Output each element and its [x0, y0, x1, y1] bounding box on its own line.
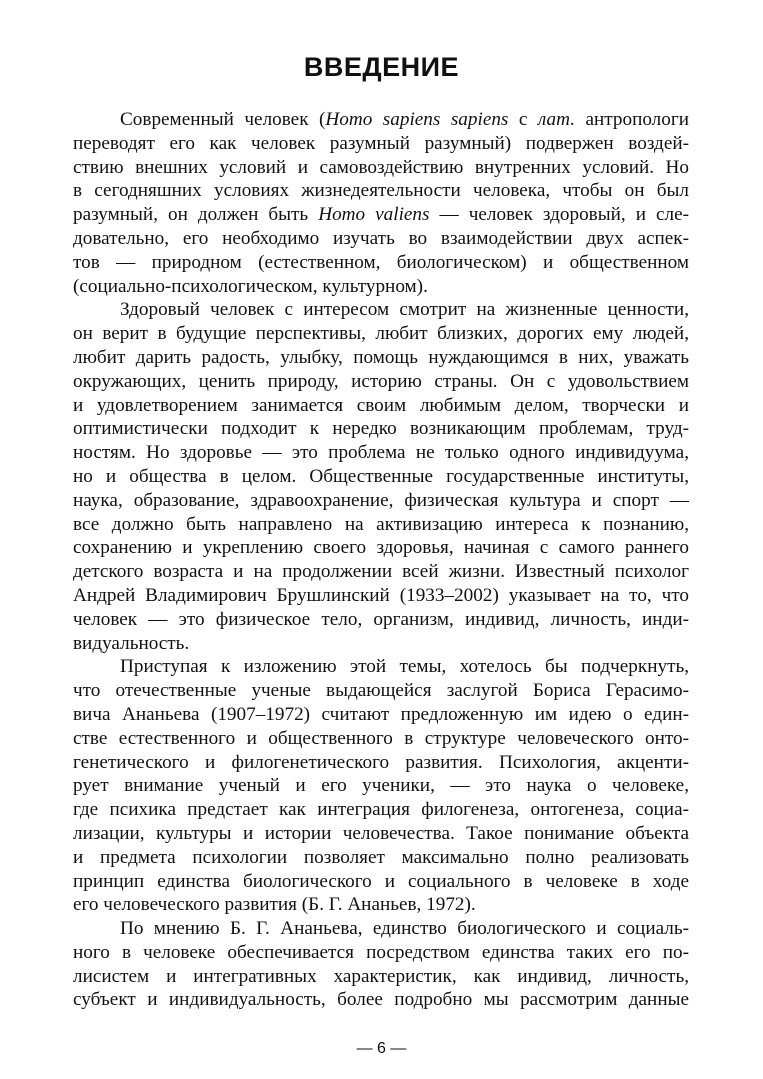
text-line: наука, образование, здравоохранение, физическая культура и спорт —	[73, 489, 689, 511]
text-line: тов — природном (естественном, биологическом) и общественном	[73, 251, 689, 273]
text-line: человек — это физическое тело, организм, индивид, личность, инди-	[73, 608, 689, 630]
text-line: переводят его как человек разумный разумный) подвержен воздей-	[73, 132, 689, 154]
text-line: сохранению и укреплению своего здоровья, начиная с самого раннего	[73, 537, 689, 559]
text-line: и удовлетворением занимается своим любимым делом, творчески и	[73, 394, 689, 416]
text-line: ностям. Но здоровье — это проблема не только одного индивидуума,	[73, 442, 689, 464]
text-line: генетического и филогенетического развития. Психология, акценти-	[73, 751, 689, 773]
text-line: принцип единства биологического и социального в человеке в ходе	[73, 870, 689, 892]
text-line: Современный человек (Homo sapiens sapiens с лат. антропологи	[120, 109, 689, 130]
text-line: стве естественного и общественного в структуре человеческого онто-	[73, 727, 689, 749]
text-line: рует внимание ученый и его ученики, — это наука о человеке,	[73, 775, 689, 797]
text-line: ствию внешних условий и самовоздействию внутренних условий. Но	[73, 156, 689, 178]
text-line: что отечественные ученые выдающейся заслугой Бориса Герасимо-	[73, 680, 689, 702]
text-line: в сегодняшних условиях жизнедеятельности человека, чтобы он был	[73, 180, 689, 202]
text-line: лисистем и интегративных характеристик, как индивид, личность,	[73, 965, 689, 987]
paragraph	[73, 917, 689, 1012]
paragraph	[73, 655, 689, 917]
text-line: субъект и индивидуальность, более подробно мы рассмотрим данные	[73, 989, 689, 1011]
text-line: Здоровый человек с интересом смотрит на жизненные ценности,	[120, 299, 689, 321]
text-line: лизации, культуры и истории человечества. Такое понимание объекта	[73, 822, 689, 844]
body-text	[73, 108, 689, 1012]
page-title: ВВЕДЕНИЕ	[303, 52, 460, 82]
text-line: (социально-психологическом, культурном).	[73, 275, 428, 297]
text-line: детского возраста и на продолжении всей жизни. Известный психолог	[73, 561, 689, 583]
text-line: ного в человеке обеспечивается посредством единства таких его по-	[73, 941, 689, 963]
text-line: видуальность.	[73, 632, 190, 654]
text-line: любит дарить радость, улыбку, помощь нуждающимся в них, уважать	[73, 346, 689, 368]
text-line: но и общества в целом. Общественные государственные институты,	[73, 465, 689, 487]
paragraph	[73, 108, 689, 298]
text-line: Андрей Владимирович Брушлинский (1933–2002) указывает на то, что	[73, 584, 689, 606]
page-number: — 6 —	[356, 1040, 407, 1057]
text-line: все должно быть направлено на активизацию интереса к познанию,	[73, 513, 689, 535]
text-line: он верит в будущие перспективы, любит близких, дорогих ему людей,	[73, 323, 689, 345]
text-line: довательно, его необходимо изучать во взаимодействии двух аспек-	[73, 227, 689, 249]
text-line: Приступая к изложению этой темы, хотелось бы подчеркнуть,	[120, 656, 689, 678]
text-line: оптимистически подходит к нередко возникающим проблемам, труд-	[73, 418, 689, 440]
paragraph	[73, 298, 689, 655]
text-line: окружающих, ценить природу, историю страны. Он с удовольствием	[73, 370, 689, 392]
text-line: его человеческого развития (Б. Г. Ананьев, 1972).	[73, 894, 476, 916]
text-line: где психика предстает как интеграция филогенеза, онтогенеза, социа-	[73, 799, 689, 821]
text-line: и предмета психологии позволяет максимально полно реализовать	[73, 846, 689, 868]
text-line: вича Ананьева (1907–1972) считают предложенную им идею о един-	[73, 703, 689, 725]
text-line: разумный, он должен быть Homo valiens — человек здоровый, и сле-	[73, 204, 689, 226]
text-line: По мнению Б. Г. Ананьева, единство биологического и социаль-	[120, 918, 689, 940]
